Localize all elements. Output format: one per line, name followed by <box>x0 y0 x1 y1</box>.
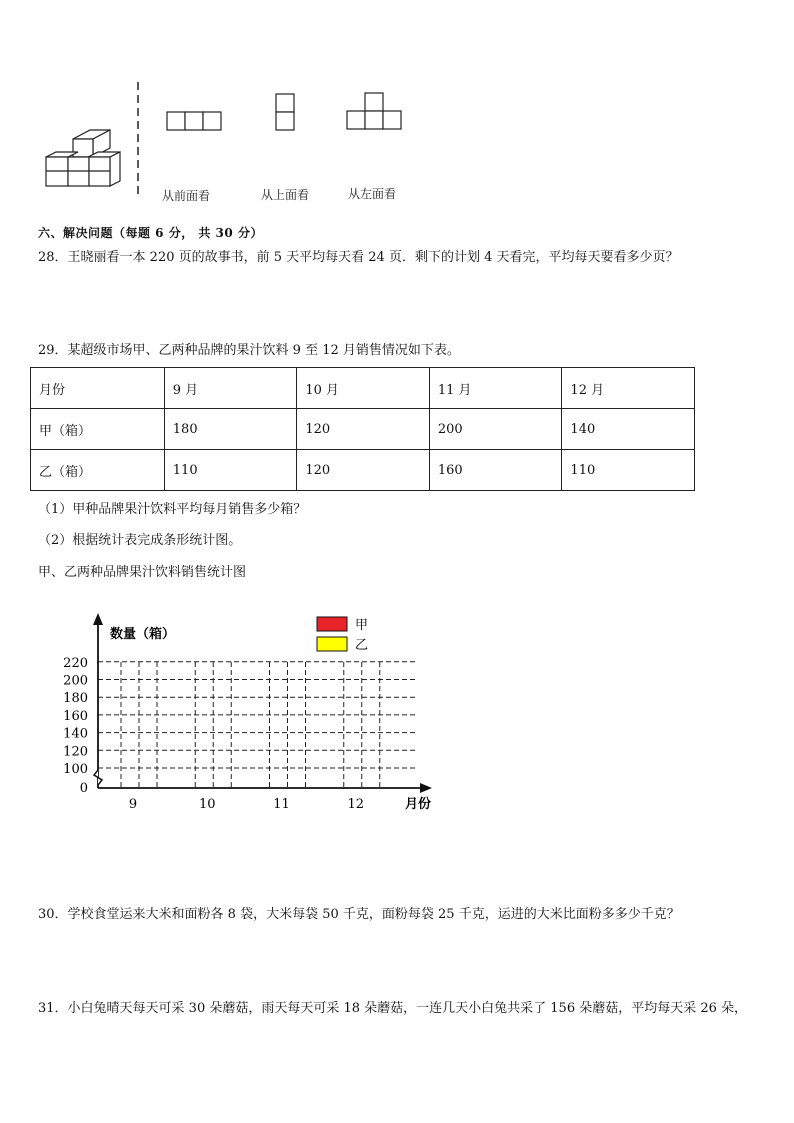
x-axis-title: 月份 <box>405 797 432 812</box>
y-axis-arrow <box>93 613 103 625</box>
table-cell: 120 <box>297 450 430 491</box>
left-view-shape <box>345 92 403 130</box>
y-tick-label: 120 <box>63 744 88 760</box>
dashed-divider <box>136 82 140 194</box>
block-figure <box>40 125 130 193</box>
x-tick-label: 11 <box>273 797 290 812</box>
x-tick-label: 10 <box>198 797 216 812</box>
table-header-row <box>31 368 695 409</box>
left-view-label: 从左面看 <box>348 187 397 201</box>
y-tick-label: 180 <box>63 691 88 707</box>
legend-label: 甲 <box>355 618 369 633</box>
x-axis-arrow <box>420 783 432 793</box>
legend-swatch <box>317 617 347 631</box>
y-axis-title: 数量（箱） <box>110 627 176 642</box>
front-view-label: 从前面看 <box>162 189 211 203</box>
table-cell: 9 月 <box>164 368 297 409</box>
y-tick-label: 0 <box>79 781 88 796</box>
question-29: 29．某超级市场甲、乙两种品牌的果汁饮料 9 至 12 月销售情况如下表。 <box>38 343 460 358</box>
table-cell: 甲（箱） <box>31 409 165 450</box>
table-cell: 月份 <box>31 368 165 409</box>
table-cell: 乙（箱） <box>31 450 165 491</box>
question-29-part-2: （2）根据统计表完成条形统计图。 <box>38 533 242 548</box>
table-cell: 10 月 <box>297 368 430 409</box>
table-cell: 180 <box>164 409 297 450</box>
table-cell: 11 月 <box>429 368 562 409</box>
table-cell: 200 <box>429 409 562 450</box>
x-tick-label: 9 <box>128 797 138 812</box>
legend-swatch <box>317 637 347 651</box>
table-cell: 110 <box>562 450 695 491</box>
table-cell: 12 月 <box>562 368 695 409</box>
table-row <box>31 450 695 491</box>
top-view-shape <box>275 93 295 131</box>
question-31: 31．小白兔晴天每天可采 30 朵蘑菇，雨天每天可采 18 朵蘑菇，一连几天小白兔共采了 156 朵蘑菇，平均每天采 26 朵， <box>38 1001 748 1016</box>
question-28: 28．王晓丽看一本 220 页的故事书，前 5 天平均每天看 24 页．剩下的计划 4 天看完，平均每天要看多少页？ <box>38 250 679 265</box>
table-cell: 160 <box>429 450 562 491</box>
y-tick-label: 160 <box>63 708 88 724</box>
section-title: 六、解决问题（每题 6 分， 共 30 分） <box>38 226 263 240</box>
chart-caption: 甲、乙两种品牌果汁饮料销售统计图 <box>38 565 247 580</box>
table-row <box>31 409 695 450</box>
front-view-shape <box>166 111 222 131</box>
y-tick-label: 220 <box>63 655 88 671</box>
axis-break <box>94 770 102 785</box>
y-tick-label: 100 <box>63 762 88 777</box>
y-tick-label: 200 <box>63 673 88 689</box>
top-view-label: 从上面看 <box>261 188 310 202</box>
y-tick-label: 140 <box>63 726 88 742</box>
legend-label: 乙 <box>355 638 369 653</box>
x-tick-label: 12 <box>347 797 365 812</box>
bar-chart <box>30 605 450 820</box>
table-cell: 140 <box>562 409 695 450</box>
question-29-part-1: （1）甲种品牌果汁饮料平均每月销售多少箱？ <box>38 502 307 517</box>
sales-table <box>30 367 695 491</box>
table-cell: 120 <box>297 409 430 450</box>
table-cell: 110 <box>164 450 297 491</box>
question-30: 30．学校食堂运来大米和面粉各 8 袋，大米每袋 50 千克，面粉每袋 25 千克，运进的大米比面粉多多少千克？ <box>38 907 680 922</box>
